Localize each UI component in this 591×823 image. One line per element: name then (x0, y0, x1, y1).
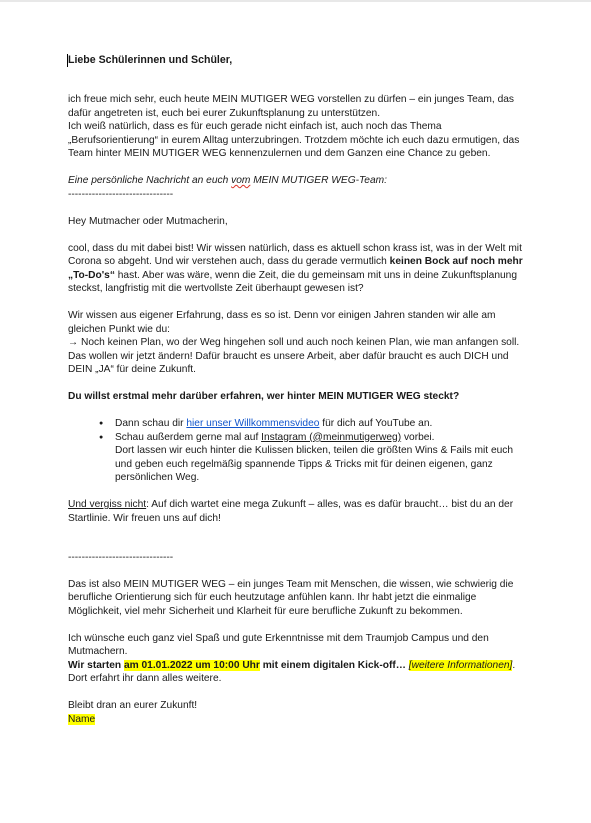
document-body[interactable] (68, 54, 528, 726)
closing-line: Bleibt dran an eurer Zukunft! (68, 700, 198, 711)
wish-paragraph: Ich wünsche euch ganz viel Spaß und gute Erkenntnisse mit dem Traumjob Campus und den Mutmachern. (68, 632, 489, 657)
list-item: ● Schau außerdem gerne mal auf Instagram (@meinmutigerweg) vorbei. Dort lassen wir euch hinter die Kulissen blicken, teilen die größten Wins & Fails mit euch und geben euch regelmäßig spannende Tipps & Tricks mit für deinen eigenen, ganz persönlichen Weg. (115, 431, 528, 485)
personal-note-heading: Eine persönliche Nachricht an euch vom MEIN MUTIGER WEG-Team: (68, 175, 387, 186)
misspelled-word[interactable]: vom (231, 175, 251, 186)
list-item: ● Dann schau dir hier unser Willkommensvideo für dich auf YouTube an. (115, 417, 528, 431)
kickoff-paragraph: Wir starten am 01.01.2022 um 10:00 Uhr mit einem digitalen Kick-off… [weitere Informationen]. Dort erfahrt ihr dann alles weitere. (68, 659, 516, 684)
welcome-video-link[interactable]: hier unser Willkommensvideo (186, 418, 320, 429)
text-cursor (67, 54, 68, 67)
page-top-edge (0, 0, 591, 2)
intro-paragraph-2: Ich weiß natürlich, dass es für euch gerade nicht einfach ist, auch noch das Thema „Berufsorientierung“ in eurem Alltag unterzubringen. Trotzdem möchte ich euch dazu ermutigen, das Team hinter MEIN MUTIGER WEG kennenzulernen und dem Ganzen eine Chance zu geben. (68, 121, 520, 159)
instagram-link[interactable]: Instagram (@meinmutigerweg) (261, 431, 402, 443)
question-heading: Du willst erstmal mehr darüber erfahren, wer hinter MEIN MUTIGER WEG steckt? (68, 391, 460, 402)
signature-name: Name (68, 713, 96, 725)
divider-line: ------------------------------- (68, 188, 174, 200)
body-paragraph-1: cool, dass du mit dabei bist! Wir wissen natürlich, dass es aktuell schon krass ist, was in der Welt mit Corona so abgeht. Und wir verstehen auch, dass du gerade vermutlich keinen Bock auf noch mehr „To-Do's“ hast. Aber was wäre, wenn die Zeit, die du gemeinsam mit uns in deine Zukunftsplanung steckst, langfristig mit die wertvollste Zeit überhaupt gewesen ist? (68, 242, 523, 294)
body-paragraph-2: Wir wissen aus eigener Erfahrung, dass es so ist. Denn vor einigen Jahren standen wir alle am gleichen Punkt wie du: (68, 310, 496, 335)
summary-paragraph: Das ist also MEIN MUTIGER WEG – ein junges Team mit Menschen, die wissen, wie schwierig die berufliche Orientierung sich für euch heutzutage anfühlen kann. Ihr habt jetzt die einmalige Möglichkeit, viel mehr Sicherheit und Klarheit für eure berufliche Zukunft zu bekommen. (68, 578, 514, 617)
bullet-list (68, 417, 528, 485)
intro-paragraph-1: ich freue mich sehr, euch heute MEIN MUTIGER WEG vorstellen zu dürfen – ein junges Team, das dafür angetreten ist, euch bei eurer Zukunftsplanung zu unterstützen. (68, 94, 514, 119)
kickoff-date: am 01.01.2022 um 10:00 Uhr (123, 659, 260, 671)
salutation: Hey Mutmacher oder Mutmacherin, (68, 215, 228, 227)
letter-greeting: Liebe Schülerinnen und Schüler, (68, 54, 233, 66)
divider-line-2: ------------------------------- (68, 551, 174, 563)
reminder-paragraph: Und vergiss nicht: Auf dich wartet eine mega Zukunft – alles, was es dafür braucht… bist du an der Startlinie. Wir freuen uns auf dich! (68, 499, 514, 524)
more-info-placeholder[interactable]: [weitere Informationen] (408, 659, 513, 671)
body-paragraph-3: → Noch keinen Plan, wo der Weg hingehen soll und auch noch keinen Plan, wie man anfangen soll. Das wollen wir jetzt ändern! Dafür braucht es unsere Arbeit, aber dafür braucht es auch DICH und DEIN „JA“ für deine Zukunft. (68, 337, 520, 375)
